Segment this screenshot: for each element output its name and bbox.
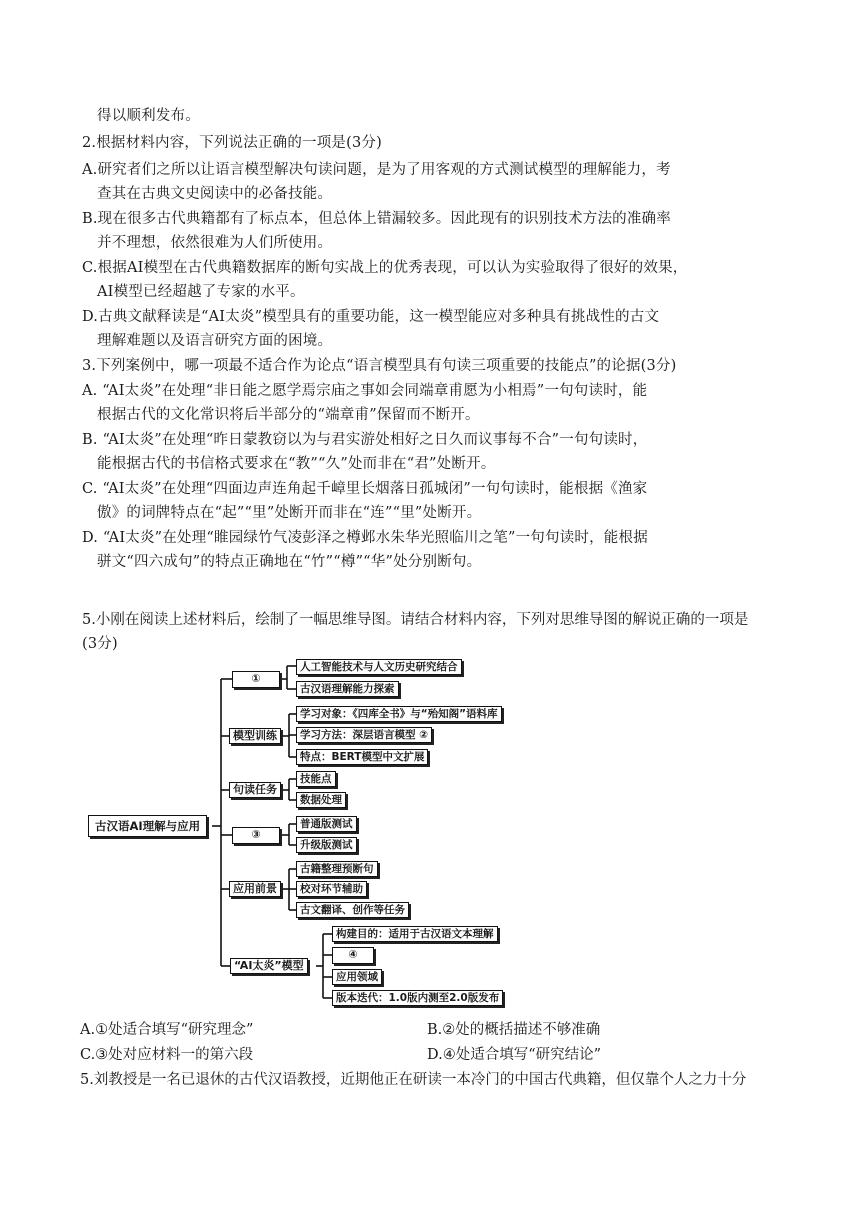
option-line: 查其在古典文史阅读中的必备技能。	[97, 186, 333, 202]
mind-map-leaf: 特点：BERT模型中文扩展	[296, 749, 428, 765]
mind-map-node-model-training: 模型训练	[229, 728, 281, 744]
option-line: 能根据古代的书信格式要求在“教”“久”处而非在“君”处断开。	[97, 456, 496, 472]
mind-map-leaf: 构建目的：适用于古汉语文本理解	[332, 926, 498, 942]
mind-map-leaf: 古汉语理解能力探索	[296, 681, 399, 697]
mind-map-node-blank-4: ④	[332, 947, 374, 964]
option-line: 根据古代的文化常识将后半部分的“端章甫”保留而不断开。	[97, 407, 480, 423]
mind-map-node-prospects: 应用前景	[229, 881, 281, 897]
next-question-stem: 5.刘教授是一名已退休的古代汉语教授，近期他正在研读一本冷门的中国古代典籍，但仅靠个人之力十分	[80, 1072, 747, 1088]
mind-map-node-punctuation-task: 句读任务	[229, 782, 281, 798]
text-line: 得以顺利发布。	[97, 108, 200, 124]
mind-map-leaf: 校对环节辅助	[296, 881, 367, 897]
option-d: D.④处适合填写“研究结论”	[427, 1047, 602, 1063]
option-line: B.现在很多古代典籍都有了标点本，但总体上错漏较多。因此现有的识别技术方法的准确率	[82, 211, 671, 227]
mind-map-leaf: 古籍整理预断句	[296, 861, 378, 877]
mind-map-node-blank-3: ③	[232, 827, 280, 844]
option-line: 骈文“四六成句”的特点正确地在“竹”“樽”“华”处分别断句。	[97, 554, 482, 570]
mind-map-leaf: 学习方法：深层语言模型 ②	[296, 727, 432, 743]
option-line: D.古典文献释读是“AI太炎”模型具有的重要功能，这一模型能应对多种具有挑战性的古文	[82, 309, 660, 325]
mind-map-leaf: 应用领域	[332, 969, 382, 985]
question-3-stem: 3.下列案例中，哪一项最不适合作为论点“语言模型具有句读三项重要的技能点”的论据(3分)	[82, 358, 677, 374]
mind-map-node-blank-1: ①	[232, 671, 280, 688]
option-line: 理解难题以及语言研究方面的困境。	[97, 333, 333, 349]
mind-map-root: 古汉语AI理解与应用	[88, 815, 207, 837]
option-line: AI模型已经超越了专家的水平。	[97, 284, 305, 300]
mind-map-leaf: 数据处理	[296, 792, 346, 808]
option-line: A.研究者们之所以让语言模型解决句读问题，是为了用客观的方式测试模型的理解能力，考	[82, 162, 671, 178]
mind-map-node-ai-taiyan: “AI太炎”模型	[230, 958, 308, 974]
mind-map-leaf: 版本迭代：1.0版内测至2.0版发布	[332, 990, 503, 1006]
mind-map-leaf: 古文翻译、创作等任务	[296, 902, 409, 918]
question-5-stem: 5.小刚在阅读上述材料后，绘制了一幅思维导图。请结合材料内容，下列对思维导图的解说正确的一项是	[82, 612, 749, 628]
option-line: C.根据AI模型在古代典籍数据库的断句实战上的优秀表现，可以认为实验取得了很好的效果，	[82, 260, 688, 276]
option-line: A. “AI太炎”在处理“非日能之愿学焉宗庙之事如会同端章甫愿为小相焉”一句句读时，能	[82, 383, 648, 399]
option-line: 并不理想，依然很难为人们所使用。	[97, 235, 333, 251]
question-2-stem: 2.根据材料内容，下列说法正确的一项是(3分)	[82, 135, 382, 151]
option-line: D. “AI太炎”在处理“睢园绿竹气凌彭泽之樽邺水朱华光照临川之笔”一句句读时，能根据	[82, 530, 648, 546]
option-a: A.①处适合填写“研究理念”	[80, 1022, 254, 1038]
option-line: C. “AI太炎”在处理“四面边声连角起千嶂里长烟落日孤城闭”一句句读时，能根据《渔家	[82, 481, 648, 497]
question-5-score: (3分)	[82, 636, 118, 652]
option-b: B.②处的概括描述不够准确	[427, 1022, 601, 1038]
option-line: B. “AI太炎”在处理“昨日蒙教窃以为与君实游处相好之日久而议事每不合”一句句读时，	[82, 432, 648, 448]
mind-map-leaf: 学习对象：《四库全书》与“殆知阁”语料库	[296, 706, 502, 722]
option-c: C.③处对应材料一的第六段	[80, 1047, 254, 1063]
mind-map-leaf: 技能点	[296, 771, 336, 787]
mind-map-leaf: 升级版测试	[296, 837, 357, 853]
mind-map-leaf: 人工智能技术与人文历史研究结合	[296, 659, 462, 675]
option-line: 傲》的词牌特点在“起”“里”处断开而非在“连”“里”处断开。	[97, 505, 482, 521]
mind-map-leaf: 普通版测试	[296, 816, 357, 832]
